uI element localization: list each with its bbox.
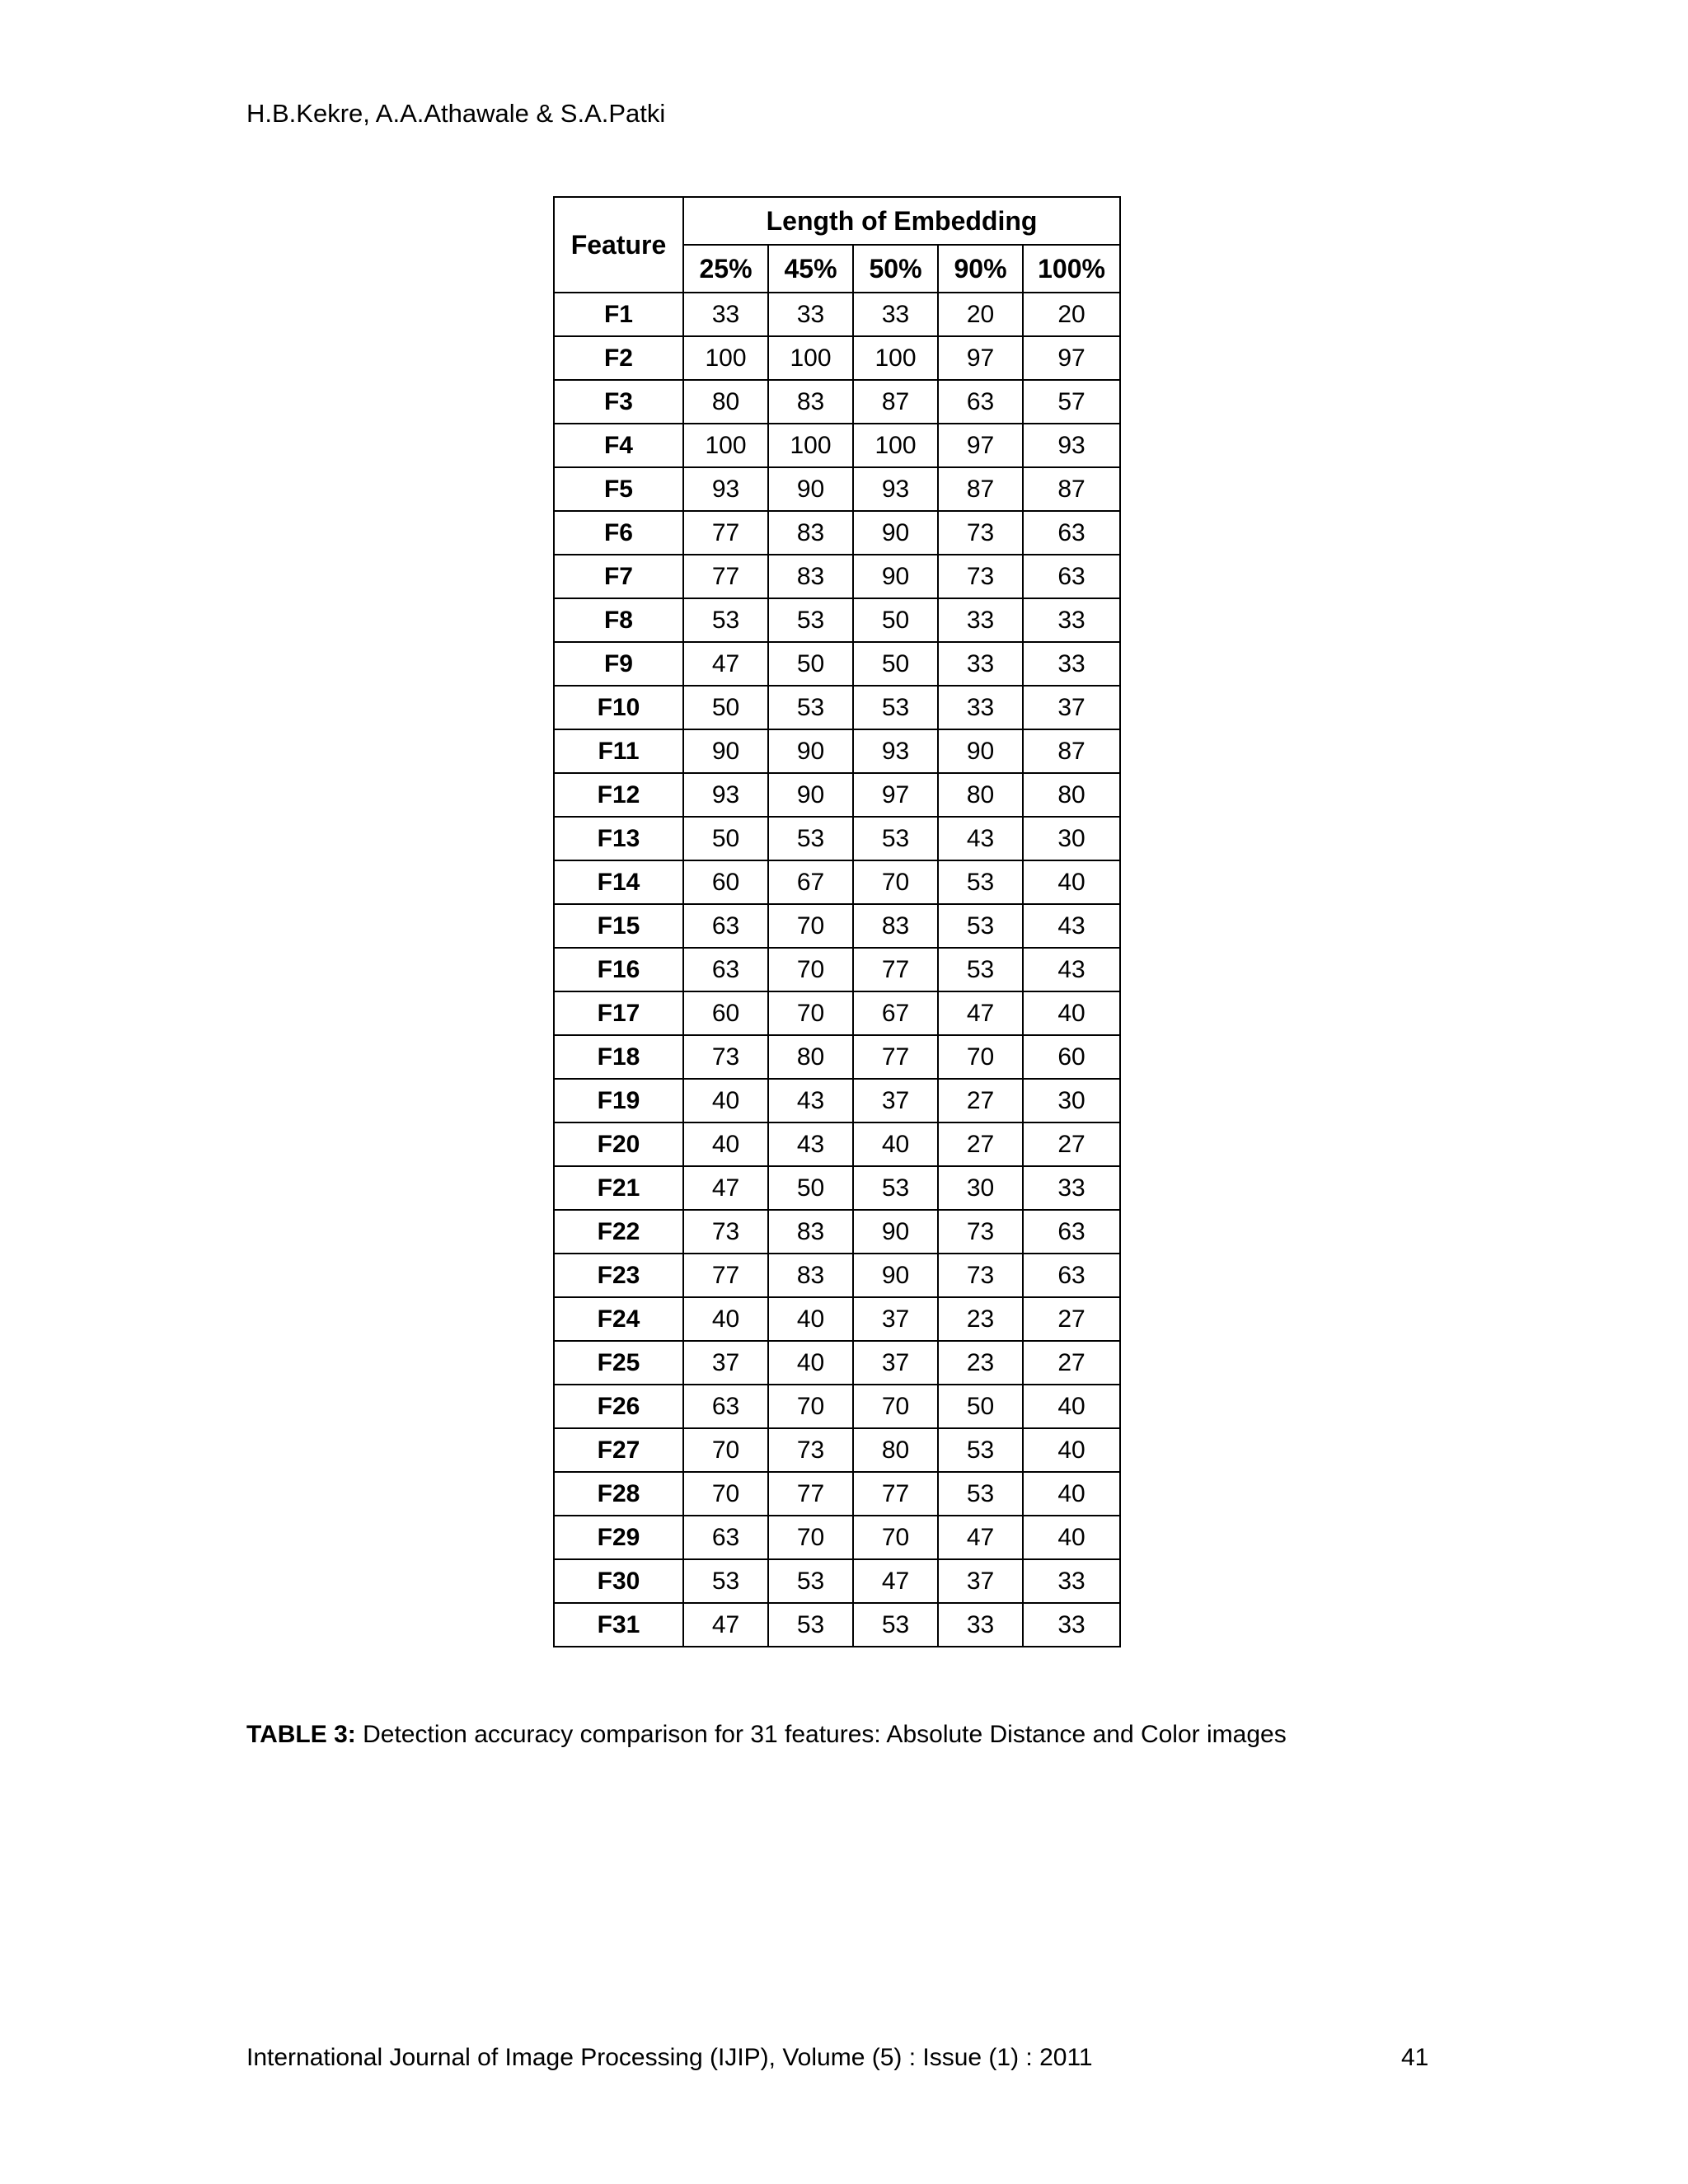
value-cell: 63 bbox=[683, 1385, 768, 1428]
value-cell: 40 bbox=[683, 1297, 768, 1341]
value-cell: 77 bbox=[853, 1035, 938, 1079]
table-row bbox=[554, 1516, 1120, 1559]
feature-cell: F22 bbox=[554, 1210, 683, 1254]
table-row bbox=[554, 598, 1120, 642]
value-cell: 30 bbox=[938, 1166, 1023, 1210]
value-cell: 40 bbox=[1023, 991, 1120, 1035]
feature-cell: F12 bbox=[554, 773, 683, 817]
value-cell: 53 bbox=[768, 598, 853, 642]
value-cell: 73 bbox=[683, 1210, 768, 1254]
feature-cell: F26 bbox=[554, 1385, 683, 1428]
value-cell: 70 bbox=[683, 1472, 768, 1516]
value-cell: 83 bbox=[768, 380, 853, 424]
value-cell: 33 bbox=[938, 598, 1023, 642]
feature-cell: F8 bbox=[554, 598, 683, 642]
value-cell: 70 bbox=[853, 1516, 938, 1559]
value-cell: 90 bbox=[938, 729, 1023, 773]
value-cell: 43 bbox=[768, 1122, 853, 1166]
value-cell: 77 bbox=[853, 1472, 938, 1516]
value-cell: 60 bbox=[1023, 1035, 1120, 1079]
value-cell: 90 bbox=[853, 511, 938, 555]
value-cell: 100 bbox=[768, 424, 853, 467]
value-cell: 50 bbox=[768, 642, 853, 686]
table-row bbox=[554, 729, 1120, 773]
value-cell: 80 bbox=[768, 1035, 853, 1079]
table-row bbox=[554, 642, 1120, 686]
value-cell: 73 bbox=[938, 511, 1023, 555]
value-cell: 33 bbox=[938, 686, 1023, 729]
value-cell: 100 bbox=[853, 336, 938, 380]
value-cell: 63 bbox=[683, 948, 768, 991]
table-row bbox=[554, 380, 1120, 424]
feature-cell: F6 bbox=[554, 511, 683, 555]
feature-cell: F27 bbox=[554, 1428, 683, 1472]
feature-cell: F4 bbox=[554, 424, 683, 467]
value-cell: 47 bbox=[683, 642, 768, 686]
value-cell: 53 bbox=[768, 686, 853, 729]
table-row bbox=[554, 1166, 1120, 1210]
value-cell: 97 bbox=[938, 424, 1023, 467]
value-cell: 77 bbox=[683, 555, 768, 598]
value-cell: 70 bbox=[683, 1428, 768, 1472]
feature-cell: F29 bbox=[554, 1516, 683, 1559]
value-cell: 87 bbox=[938, 467, 1023, 511]
value-cell: 77 bbox=[853, 948, 938, 991]
value-cell: 27 bbox=[938, 1122, 1023, 1166]
table-row bbox=[554, 1035, 1120, 1079]
value-cell: 23 bbox=[938, 1297, 1023, 1341]
value-cell: 73 bbox=[768, 1428, 853, 1472]
value-cell: 33 bbox=[853, 293, 938, 336]
column-header-50: 50% bbox=[853, 245, 938, 293]
table-row bbox=[554, 1428, 1120, 1472]
value-cell: 50 bbox=[768, 1166, 853, 1210]
value-cell: 37 bbox=[853, 1079, 938, 1122]
value-cell: 53 bbox=[683, 1559, 768, 1603]
value-cell: 47 bbox=[938, 991, 1023, 1035]
feature-cell: F28 bbox=[554, 1472, 683, 1516]
results-table bbox=[553, 196, 1121, 1647]
feature-cell: F18 bbox=[554, 1035, 683, 1079]
value-cell: 90 bbox=[768, 773, 853, 817]
value-cell: 23 bbox=[938, 1341, 1023, 1385]
value-cell: 70 bbox=[853, 860, 938, 904]
value-cell: 53 bbox=[938, 1472, 1023, 1516]
table-row bbox=[554, 555, 1120, 598]
value-cell: 53 bbox=[938, 904, 1023, 948]
column-header-45: 45% bbox=[768, 245, 853, 293]
table-row bbox=[554, 293, 1120, 336]
value-cell: 37 bbox=[853, 1341, 938, 1385]
value-cell: 90 bbox=[768, 467, 853, 511]
value-cell: 70 bbox=[768, 1516, 853, 1559]
value-cell: 27 bbox=[1023, 1122, 1120, 1166]
value-cell: 27 bbox=[1023, 1297, 1120, 1341]
value-cell: 27 bbox=[1023, 1341, 1120, 1385]
table-row bbox=[554, 1122, 1120, 1166]
value-cell: 20 bbox=[938, 293, 1023, 336]
value-cell: 40 bbox=[853, 1122, 938, 1166]
table-row bbox=[554, 467, 1120, 511]
table-row bbox=[554, 686, 1120, 729]
value-cell: 53 bbox=[853, 817, 938, 860]
value-cell: 37 bbox=[938, 1559, 1023, 1603]
table-row bbox=[554, 773, 1120, 817]
feature-cell: F11 bbox=[554, 729, 683, 773]
caption-label: TABLE 3: bbox=[246, 1721, 356, 1748]
feature-cell: F23 bbox=[554, 1254, 683, 1297]
value-cell: 43 bbox=[938, 817, 1023, 860]
value-cell: 97 bbox=[853, 773, 938, 817]
value-cell: 100 bbox=[683, 424, 768, 467]
table-row bbox=[554, 1297, 1120, 1341]
value-cell: 53 bbox=[938, 1428, 1023, 1472]
value-cell: 93 bbox=[853, 467, 938, 511]
value-cell: 80 bbox=[683, 380, 768, 424]
value-cell: 47 bbox=[683, 1603, 768, 1647]
feature-cell: F19 bbox=[554, 1079, 683, 1122]
value-cell: 37 bbox=[1023, 686, 1120, 729]
value-cell: 33 bbox=[1023, 642, 1120, 686]
value-cell: 43 bbox=[1023, 904, 1120, 948]
value-cell: 83 bbox=[768, 1254, 853, 1297]
feature-cell: F13 bbox=[554, 817, 683, 860]
value-cell: 40 bbox=[1023, 1472, 1120, 1516]
value-cell: 83 bbox=[768, 1210, 853, 1254]
feature-cell: F24 bbox=[554, 1297, 683, 1341]
feature-cell: F7 bbox=[554, 555, 683, 598]
value-cell: 87 bbox=[853, 380, 938, 424]
value-cell: 40 bbox=[768, 1341, 853, 1385]
table-row bbox=[554, 1385, 1120, 1428]
feature-cell: F15 bbox=[554, 904, 683, 948]
value-cell: 53 bbox=[768, 1603, 853, 1647]
value-cell: 63 bbox=[683, 904, 768, 948]
value-cell: 53 bbox=[853, 686, 938, 729]
caption-text: Detection accuracy comparison for 31 features: Absolute Distance and Color images bbox=[355, 1721, 1287, 1748]
value-cell: 73 bbox=[683, 1035, 768, 1079]
page-number: 41 bbox=[1401, 2044, 1429, 2071]
results-table-container bbox=[553, 196, 1121, 1647]
value-cell: 90 bbox=[853, 555, 938, 598]
value-cell: 87 bbox=[1023, 467, 1120, 511]
feature-cell: F16 bbox=[554, 948, 683, 991]
value-cell: 57 bbox=[1023, 380, 1120, 424]
value-cell: 63 bbox=[683, 1516, 768, 1559]
value-cell: 80 bbox=[938, 773, 1023, 817]
value-cell: 83 bbox=[768, 511, 853, 555]
table-row bbox=[554, 1472, 1120, 1516]
value-cell: 100 bbox=[768, 336, 853, 380]
value-cell: 40 bbox=[1023, 860, 1120, 904]
feature-cell: F31 bbox=[554, 1603, 683, 1647]
feature-cell: F1 bbox=[554, 293, 683, 336]
value-cell: 53 bbox=[683, 598, 768, 642]
value-cell: 53 bbox=[853, 1166, 938, 1210]
value-cell: 63 bbox=[1023, 1210, 1120, 1254]
value-cell: 90 bbox=[683, 729, 768, 773]
table-row bbox=[554, 860, 1120, 904]
value-cell: 90 bbox=[853, 1254, 938, 1297]
value-cell: 33 bbox=[683, 293, 768, 336]
value-cell: 33 bbox=[1023, 1166, 1120, 1210]
value-cell: 40 bbox=[1023, 1385, 1120, 1428]
value-cell: 33 bbox=[938, 1603, 1023, 1647]
value-cell: 63 bbox=[1023, 511, 1120, 555]
value-cell: 50 bbox=[683, 686, 768, 729]
value-cell: 90 bbox=[768, 729, 853, 773]
value-cell: 93 bbox=[853, 729, 938, 773]
value-cell: 40 bbox=[683, 1122, 768, 1166]
table-row bbox=[554, 1559, 1120, 1603]
value-cell: 70 bbox=[938, 1035, 1023, 1079]
value-cell: 50 bbox=[853, 598, 938, 642]
value-cell: 40 bbox=[768, 1297, 853, 1341]
value-cell: 77 bbox=[768, 1472, 853, 1516]
value-cell: 73 bbox=[938, 555, 1023, 598]
value-cell: 50 bbox=[683, 817, 768, 860]
value-cell: 30 bbox=[1023, 817, 1120, 860]
value-cell: 43 bbox=[768, 1079, 853, 1122]
value-cell: 37 bbox=[853, 1297, 938, 1341]
value-cell: 33 bbox=[1023, 1603, 1120, 1647]
value-cell: 33 bbox=[938, 642, 1023, 686]
column-header-90: 90% bbox=[938, 245, 1023, 293]
table-row bbox=[554, 817, 1120, 860]
value-cell: 77 bbox=[683, 1254, 768, 1297]
feature-cell: F2 bbox=[554, 336, 683, 380]
value-cell: 97 bbox=[1023, 336, 1120, 380]
value-cell: 47 bbox=[938, 1516, 1023, 1559]
feature-cell: F10 bbox=[554, 686, 683, 729]
value-cell: 87 bbox=[1023, 729, 1120, 773]
value-cell: 93 bbox=[683, 773, 768, 817]
value-cell: 43 bbox=[1023, 948, 1120, 991]
table-row bbox=[554, 1341, 1120, 1385]
value-cell: 20 bbox=[1023, 293, 1120, 336]
column-header-25: 25% bbox=[683, 245, 768, 293]
value-cell: 33 bbox=[1023, 1559, 1120, 1603]
table-row bbox=[554, 1079, 1120, 1122]
value-cell: 50 bbox=[938, 1385, 1023, 1428]
feature-cell: F20 bbox=[554, 1122, 683, 1166]
value-cell: 33 bbox=[768, 293, 853, 336]
feature-cell: F25 bbox=[554, 1341, 683, 1385]
journal-footer: International Journal of Image Processing (IJIP), Volume (5) : Issue (1) : 2011 bbox=[246, 2044, 1093, 2071]
table-caption bbox=[246, 1718, 1287, 1751]
table-body bbox=[554, 293, 1120, 1647]
value-cell: 93 bbox=[1023, 424, 1120, 467]
value-cell: 60 bbox=[683, 860, 768, 904]
value-cell: 93 bbox=[683, 467, 768, 511]
value-cell: 27 bbox=[938, 1079, 1023, 1122]
value-cell: 50 bbox=[853, 642, 938, 686]
value-cell: 53 bbox=[768, 1559, 853, 1603]
value-cell: 53 bbox=[938, 860, 1023, 904]
feature-cell: F14 bbox=[554, 860, 683, 904]
feature-cell: F3 bbox=[554, 380, 683, 424]
value-cell: 80 bbox=[1023, 773, 1120, 817]
value-cell: 37 bbox=[683, 1341, 768, 1385]
table-row bbox=[554, 336, 1120, 380]
table-row bbox=[554, 1603, 1120, 1647]
feature-cell: F9 bbox=[554, 642, 683, 686]
value-cell: 40 bbox=[1023, 1516, 1120, 1559]
feature-cell: F30 bbox=[554, 1559, 683, 1603]
value-cell: 70 bbox=[768, 991, 853, 1035]
value-cell: 63 bbox=[1023, 1254, 1120, 1297]
value-cell: 83 bbox=[853, 904, 938, 948]
table-row bbox=[554, 1210, 1120, 1254]
table-row bbox=[554, 948, 1120, 991]
feature-column-header: Feature bbox=[554, 197, 683, 293]
table-row bbox=[554, 904, 1120, 948]
value-cell: 30 bbox=[1023, 1079, 1120, 1122]
value-cell: 73 bbox=[938, 1210, 1023, 1254]
value-cell: 80 bbox=[853, 1428, 938, 1472]
value-cell: 40 bbox=[1023, 1428, 1120, 1472]
value-cell: 100 bbox=[683, 336, 768, 380]
value-cell: 100 bbox=[853, 424, 938, 467]
value-cell: 70 bbox=[768, 904, 853, 948]
value-cell: 40 bbox=[683, 1079, 768, 1122]
value-cell: 70 bbox=[768, 948, 853, 991]
column-header-100: 100% bbox=[1023, 245, 1120, 293]
value-cell: 53 bbox=[853, 1603, 938, 1647]
value-cell: 73 bbox=[938, 1254, 1023, 1297]
value-cell: 53 bbox=[938, 948, 1023, 991]
value-cell: 63 bbox=[1023, 555, 1120, 598]
value-cell: 67 bbox=[768, 860, 853, 904]
table-header bbox=[554, 197, 1120, 293]
value-cell: 60 bbox=[683, 991, 768, 1035]
feature-cell: F21 bbox=[554, 1166, 683, 1210]
running-head: H.B.Kekre, A.A.Athawale & S.A.Patki bbox=[246, 99, 666, 128]
value-cell: 97 bbox=[938, 336, 1023, 380]
value-cell: 47 bbox=[683, 1166, 768, 1210]
value-cell: 70 bbox=[853, 1385, 938, 1428]
value-cell: 47 bbox=[853, 1559, 938, 1603]
table-row bbox=[554, 424, 1120, 467]
value-cell: 53 bbox=[768, 817, 853, 860]
table-row bbox=[554, 511, 1120, 555]
value-cell: 70 bbox=[768, 1385, 853, 1428]
value-cell: 83 bbox=[768, 555, 853, 598]
feature-cell: F17 bbox=[554, 991, 683, 1035]
value-cell: 90 bbox=[853, 1210, 938, 1254]
length-of-embedding-header: Length of Embedding bbox=[683, 197, 1120, 245]
value-cell: 67 bbox=[853, 991, 938, 1035]
table-row bbox=[554, 991, 1120, 1035]
feature-cell: F5 bbox=[554, 467, 683, 511]
table-row bbox=[554, 1254, 1120, 1297]
value-cell: 63 bbox=[938, 380, 1023, 424]
value-cell: 77 bbox=[683, 511, 768, 555]
value-cell: 33 bbox=[1023, 598, 1120, 642]
